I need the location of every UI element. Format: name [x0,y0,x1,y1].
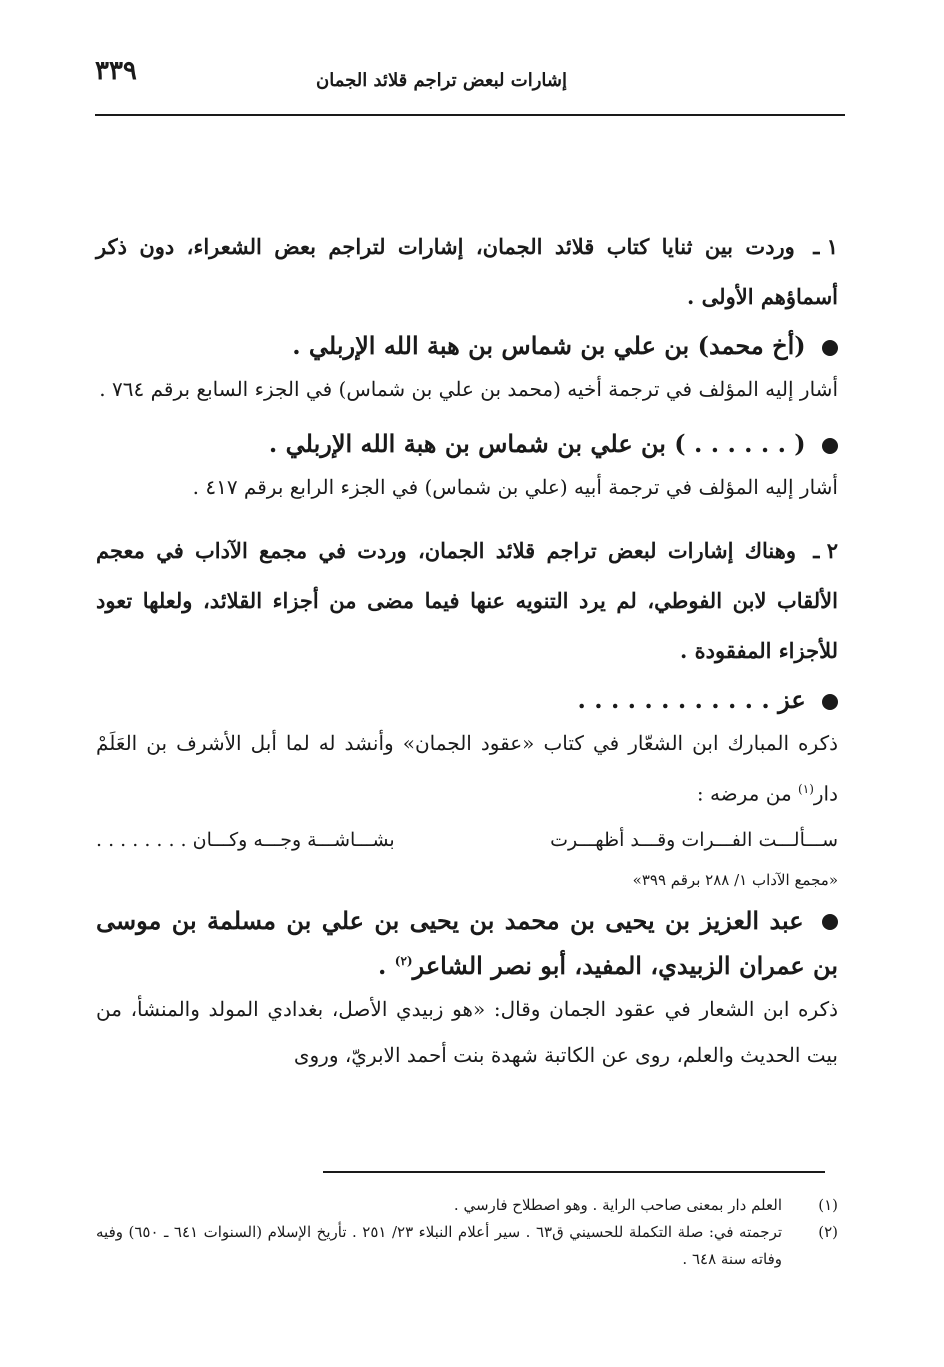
section-1-number: ١ ـ [813,234,838,259]
main-text [96,222,838,1078]
verse-line [96,817,838,863]
entry-4-body: ذكره ابن الشعار في عقود الجمان وقال: «هو زبيدي الأصل، بغدادي المولد والمنشأ، من بيت الحديث والعلم، روى عن الكاتبة شهدة بنت أحمد الابريّ، وروى [96,996,838,1067]
footnote-rule [323,1171,825,1173]
entry-3-body [96,720,838,817]
section-1-text: وردت بين ثنايا كتاب قلائد الجمان، إشارات لتراجم بعض الشعراء، دون ذكر أسماؤهم الأولى . [96,234,838,309]
verse-first-hemistich: ســـألـــت الفـــرات وقـــد أظهـــرت [550,828,838,851]
footnote-ref-2: (٢) [394,953,413,968]
entry-1-heading [96,326,838,366]
spacer [96,510,838,526]
entry-3-body-tail: من مرضه : [696,781,799,806]
section-1 [96,222,838,322]
footnote-2-number: (٢) [818,1223,838,1241]
footnote-2-text: ترجمته في: صلة التكملة للحسيني ق٦٣ . سير أعلام النبلاء ٢٣/ ٢٥١ . تأريخ الإسلام (السنوات ٦٤١ ـ ٦٥٠) وفيه وفاته سنة ٦٤٨ . [96,1223,783,1268]
entry-2-heading [96,424,838,464]
footnote-ref-1: (١) [798,782,814,796]
bullet-icon [822,438,838,454]
page-header [95,56,845,116]
footnotes [96,1192,838,1273]
entry-2-body: أشار إليه المؤلف في ترجمة أبيه (علي بن شماس) في الجزء الرابع برقم ٤١٧ . [192,475,838,499]
entry-4-title-end: . [378,950,395,980]
entry-3-title: عز . . . . . . . . . . . . [577,685,806,714]
entry-1-body: أشار إليه المؤلف في ترجمة أخيه (محمد بن علي بن شماس) في الجزء السابع برقم ٧٦٤ . [99,377,838,401]
footnote-1-text: العلم دار بمعنى صاحب الراية . وهو اصطلاح فارسي . [453,1196,782,1214]
bullet-icon [822,694,838,710]
entry-4-heading [96,901,838,986]
footnote-1 [96,1192,838,1219]
bullet-icon [822,914,838,930]
entry-2-title: ( . . . . . . ) بن علي بن شماس بن هبة الله الإربلي . [268,429,806,458]
entry-3-citation: «مجمع الآداب ١/ ٢٨٨ برقم ٣٩٩» [632,870,838,889]
section-2-number: ٢ ـ [813,538,838,563]
entry-3-heading [96,680,838,720]
running-title: إشارات لبعض تراجم قلائد الجمان [316,70,567,91]
entry-4-title: عبد العزيز بن يحيى بن محمد بن يحيى بن علي بن مسلمة بن موسى بن عمران الزبيدي، المفيد، أبو نصر الشاعر [96,905,838,980]
footnote-1-number: (١) [818,1196,838,1214]
bullet-icon [822,340,838,356]
footnote-2 [96,1219,838,1273]
spacer [96,412,838,420]
entry-1-title: (أخ محمد) بن علي بن شماس بن هبة الله الإربلي . [292,331,806,360]
page-number: ٣٣٩ [95,56,137,86]
section-2 [96,526,838,676]
section-2-text: وهناك إشارات لبعض تراجم قلائد الجمان، وردت في مجمع الآداب في معجم الألقاب لابن الفوطي، لم يرد التنويه عنها فيما مضى من أجزاء القلائد، ولعلها تعود للأجزاء المفقودة . [96,538,838,663]
header-rule [95,114,845,116]
entry-3-body-text: ذكره المبارك ابن الشعّار في كتاب «عقود الجمان» وأنشد له لما أبل الأشرف بن العَلَمْ دار [96,731,838,806]
verse-second-hemistich: بشـــاشـــة وجـــه وكـــان . . . . . . . . [96,828,395,851]
